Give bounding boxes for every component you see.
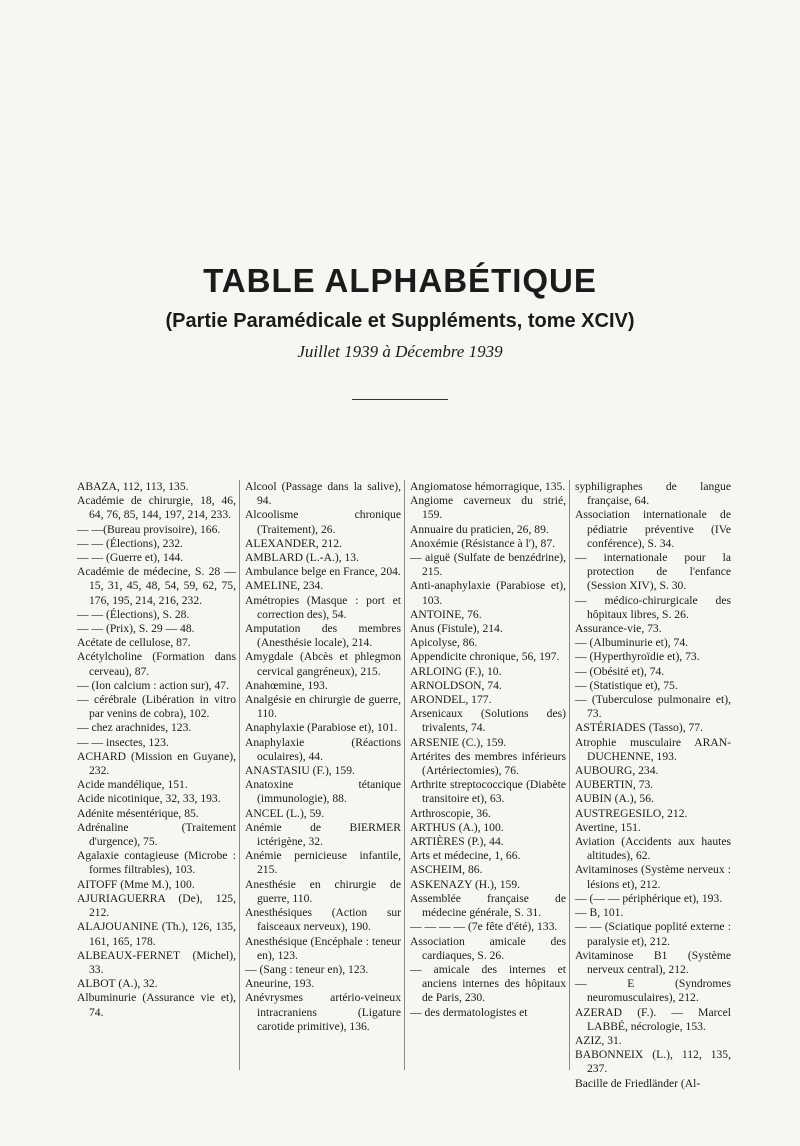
- index-entry: Arthroscopie, 36.: [410, 806, 491, 820]
- index-entry: AUBERTIN, 73.: [575, 778, 654, 792]
- index-entry: — amicale des internes et anciens internes des hôpitaux de Paris, 230.: [410, 962, 566, 1005]
- index-entry: ANTOINE, 76.: [410, 607, 482, 621]
- index-entry: Aneurine, 193.: [245, 977, 315, 991]
- index-columns: [74, 480, 734, 1090]
- index-entry: Adrénaline (Traitement d'urgence), 75.: [77, 820, 236, 849]
- index-entry: — (Tuberculose pulmonaire et), 73.: [575, 693, 731, 721]
- index-column-3: [404, 480, 569, 1070]
- date-range: Juillet 1939 à Décembre 1939: [297, 342, 503, 361]
- index-entry: ASKENAZY (H.), 159.: [410, 877, 521, 891]
- index-entry: syphiligraphes de langue française, 64.: [575, 480, 731, 508]
- index-entry: — — (Élections), 232.: [77, 536, 183, 550]
- index-entry: — internationale pour la protection de l'enfance (Session XIV), S. 30.: [575, 551, 731, 593]
- index-entry: Atrophie musculaire ARAN-DUCHENNE, 193.: [575, 735, 731, 763]
- index-entry: AUBIN (A.), 56.: [575, 792, 654, 806]
- index-entry: Anaphylaxie (Parabiose et), 101.: [245, 721, 398, 735]
- page-subtitle: (Partie Paramédicale et Suppléments, tome XCIV): [165, 310, 635, 332]
- index-entry: ARTIÈRES (P.), 44.: [410, 835, 504, 849]
- index-entry: Anémie pernicieuse infantile, 215.: [245, 849, 401, 877]
- index-entry: — — (Guerre et), 144.: [77, 551, 184, 565]
- index-entry: Adénite mésentérique, 85.: [77, 806, 199, 820]
- index-entry: BABONNEIX (L.), 112, 135, 237.: [575, 1048, 731, 1076]
- index-entry: ANCEL (L.), 59.: [245, 806, 325, 820]
- index-entry: ALBOT (A.), 32.: [77, 977, 158, 991]
- index-entry: — aiguë (Sulfate de benzédrine), 215.: [410, 551, 566, 579]
- index-entry: ACHARD (Mission en Guyane), 232.: [77, 749, 236, 778]
- index-entry: Arts et médecine, 1, 66.: [410, 849, 521, 863]
- index-entry: Aviation (Accidents aux hautes altitudes), 62.: [575, 835, 731, 863]
- index-entry: Artérites des membres inférieurs (Artériectomies), 76.: [410, 749, 566, 778]
- index-entry: Association internationale de pédiatrie préventive (IVe conférence), S. 34.: [575, 508, 731, 550]
- index-entry: ALEXANDER, 212.: [245, 536, 342, 550]
- index-entry: — (Hyperthyroïdie et), 73.: [575, 650, 700, 664]
- index-entry: Association amicale des cardiaques, S. 26.: [410, 934, 566, 962]
- index-entry: Albuminurie (Assurance vie et), 74.: [77, 991, 236, 1019]
- index-entry: Anévrysmes artério-veineux intracraniens (Ligature carotide primitive), 136.: [245, 991, 401, 1033]
- index-entry: Anesthésiques (Action sur faisceaux nerveux), 190.: [245, 906, 401, 934]
- index-entry: — —(Bureau provisoire), 166.: [77, 522, 221, 536]
- title-divider: [352, 399, 448, 400]
- index-entry: Avitaminose B1 (Système nerveux central), 212.: [575, 948, 731, 976]
- index-entry: Assemblée française de médecine générale, S. 31.: [410, 891, 566, 920]
- page-title: TABLE ALPHABÉTIQUE: [203, 262, 597, 299]
- index-entry: Anaphylaxie (Réactions oculaires), 44.: [245, 735, 401, 763]
- index-entry: — — (Prix), S. 29 — 48.: [77, 622, 195, 636]
- index-entry: Arsenicaux (Solutions des) trivalents, 74.: [410, 707, 566, 735]
- index-entry: AUSTREGESILO, 212.: [575, 806, 688, 820]
- index-entry: — — insectes, 123.: [77, 735, 169, 749]
- index-entry: — médico-chirurgicale des hôpitaux libres, S. 26.: [575, 593, 731, 621]
- index-entry: Anesthésique (Encéphale : teneur en), 123.: [245, 934, 401, 962]
- index-entry: — B, 101.: [575, 906, 624, 920]
- index-entry: ANASTASIU (F.), 159.: [245, 764, 355, 778]
- index-entry: ARLOING (F.), 10.: [410, 664, 502, 678]
- index-entry: Arthrite streptococcique (Diabète transitoire et), 63.: [410, 778, 566, 806]
- index-entry: ARONDEL, 177.: [410, 693, 492, 707]
- index-entry: Ambulance belge en France, 204.: [245, 565, 401, 579]
- index-entry: — (Statistique et), 75.: [575, 678, 678, 692]
- index-entry: ASCHEIM, 86.: [410, 863, 483, 877]
- index-entry: Anti-anaphylaxie (Parabiose et), 103.: [410, 579, 566, 607]
- index-entry: AITOFF (Mme M.), 100.: [77, 877, 195, 891]
- index-entry: — (Albuminurie et), 74.: [575, 636, 689, 650]
- index-entry: ARSENIE (C.), 159.: [410, 735, 507, 749]
- index-entry: Alcoolisme chronique (Traitement), 26.: [245, 508, 401, 536]
- index-column-4: [569, 480, 734, 1090]
- index-entry: ALAJOUANINE (Th.), 126, 135, 161, 165, 178.: [77, 920, 236, 948]
- index-entry: ARNOLDSON, 74.: [410, 678, 502, 692]
- index-entry: Bacille de Friedländer (Al-: [575, 1076, 701, 1090]
- index-entry: Analgésie en chirurgie de guerre, 110.: [245, 693, 401, 721]
- index-entry: Avertine, 151.: [575, 820, 641, 834]
- index-entry: Agalaxie contagieuse (Microbe : formes filtrables), 103.: [77, 849, 236, 877]
- index-entry: AZERAD (F.). — Marcel LABBÉ, nécrologie, 153.: [575, 1005, 731, 1033]
- index-entry: Apicolyse, 86.: [410, 636, 478, 650]
- index-entry: Avitaminoses (Système nerveux : lésions et), 212.: [575, 863, 731, 891]
- index-entry: Angiomatose hémorragique, 135.: [410, 480, 566, 493]
- index-entry: Alcool (Passage dans la salive), 94.: [245, 480, 401, 508]
- index-entry: Anus (Fistule), 214.: [410, 622, 503, 636]
- index-entry: Académie de chirurgie, 18, 46, 64, 76, 85, 144, 197, 214, 233.: [77, 494, 236, 522]
- index-column-1: [74, 480, 239, 1070]
- index-entry: — (Sang : teneur en), 123.: [245, 962, 369, 976]
- index-entry: — (— — périphérique et), 193.: [575, 891, 723, 905]
- index-entry: — — (Élections), S. 28.: [77, 607, 190, 621]
- index-entry: Acétate de cellulose, 87.: [77, 636, 191, 650]
- index-entry: Anahœmine, 193.: [245, 678, 328, 692]
- index-entry: Acétylcholine (Formation dans cerveau), 87.: [77, 650, 236, 678]
- index-entry: ARTHUS (A.), 100.: [410, 820, 504, 834]
- index-entry: ASTÉRIADES (Tasso), 77.: [575, 721, 704, 735]
- index-entry: — — (Sciatique poplité externe : paralysie et), 212.: [575, 920, 731, 948]
- index-entry: Amygdale (Abcès et phlegmon cervical gangréneux), 215.: [245, 650, 401, 678]
- index-entry: ABAZA, 112, 113, 135.: [77, 480, 189, 493]
- index-entry: Amétropies (Masque : port et correction des), 54.: [245, 593, 401, 621]
- index-entry: Angiome caverneux du strié, 159.: [410, 494, 566, 522]
- index-entry: ALBEAUX-FERNET (Michel), 33.: [77, 948, 236, 976]
- index-entry: AUBOURG, 234.: [575, 764, 659, 778]
- index-entry: Annuaire du praticien, 26, 89.: [410, 522, 549, 536]
- index-entry: — (Ion calcium : action sur), 47.: [77, 678, 229, 692]
- index-entry: AMELINE, 234.: [245, 579, 324, 593]
- index-entry: — des dermatologistes et: [410, 1005, 528, 1019]
- index-entry: Assurance-vie, 73.: [575, 622, 662, 636]
- index-entry: Acide nicotinique, 32, 33, 193.: [77, 792, 221, 806]
- index-entry: Acide mandélique, 151.: [77, 778, 188, 792]
- index-entry: Amputation des membres (Anesthésie locale), 214.: [245, 622, 401, 650]
- index-entry: Anoxémie (Résistance à l'), 87.: [410, 536, 556, 550]
- index-entry: — — — — (7e fête d'été), 133.: [410, 920, 558, 934]
- index-entry: AMBLARD (L.-A.), 13.: [245, 551, 359, 565]
- index-entry: — chez arachnides, 123.: [77, 721, 192, 735]
- index-column-2: [239, 480, 404, 1070]
- index-entry: Appendicite chronique, 56, 197.: [410, 650, 560, 664]
- index-entry: — E (Syndromes neuromusculaires), 212.: [575, 977, 731, 1005]
- index-entry: Anatoxine tétanique (immunologie), 88.: [245, 778, 401, 806]
- index-entry: Anesthésie en chirurgie de guerre, 110.: [245, 877, 401, 905]
- index-entry: Académie de médecine, S. 28 — 15, 31, 45, 48, 54, 59, 62, 75, 176, 195, 214, 216, 232.: [77, 565, 236, 607]
- index-entry: — cérébrale (Libération in vitro par venins de cobra), 102.: [77, 693, 236, 721]
- index-entry: Anémie de BIERMER ictérigène, 32.: [245, 820, 401, 849]
- index-entry: AJURIAGUERRA (De), 125, 212.: [77, 891, 236, 920]
- index-entry: AZIZ, 31.: [575, 1033, 622, 1047]
- index-entry: — (Obésité et), 74.: [575, 664, 665, 678]
